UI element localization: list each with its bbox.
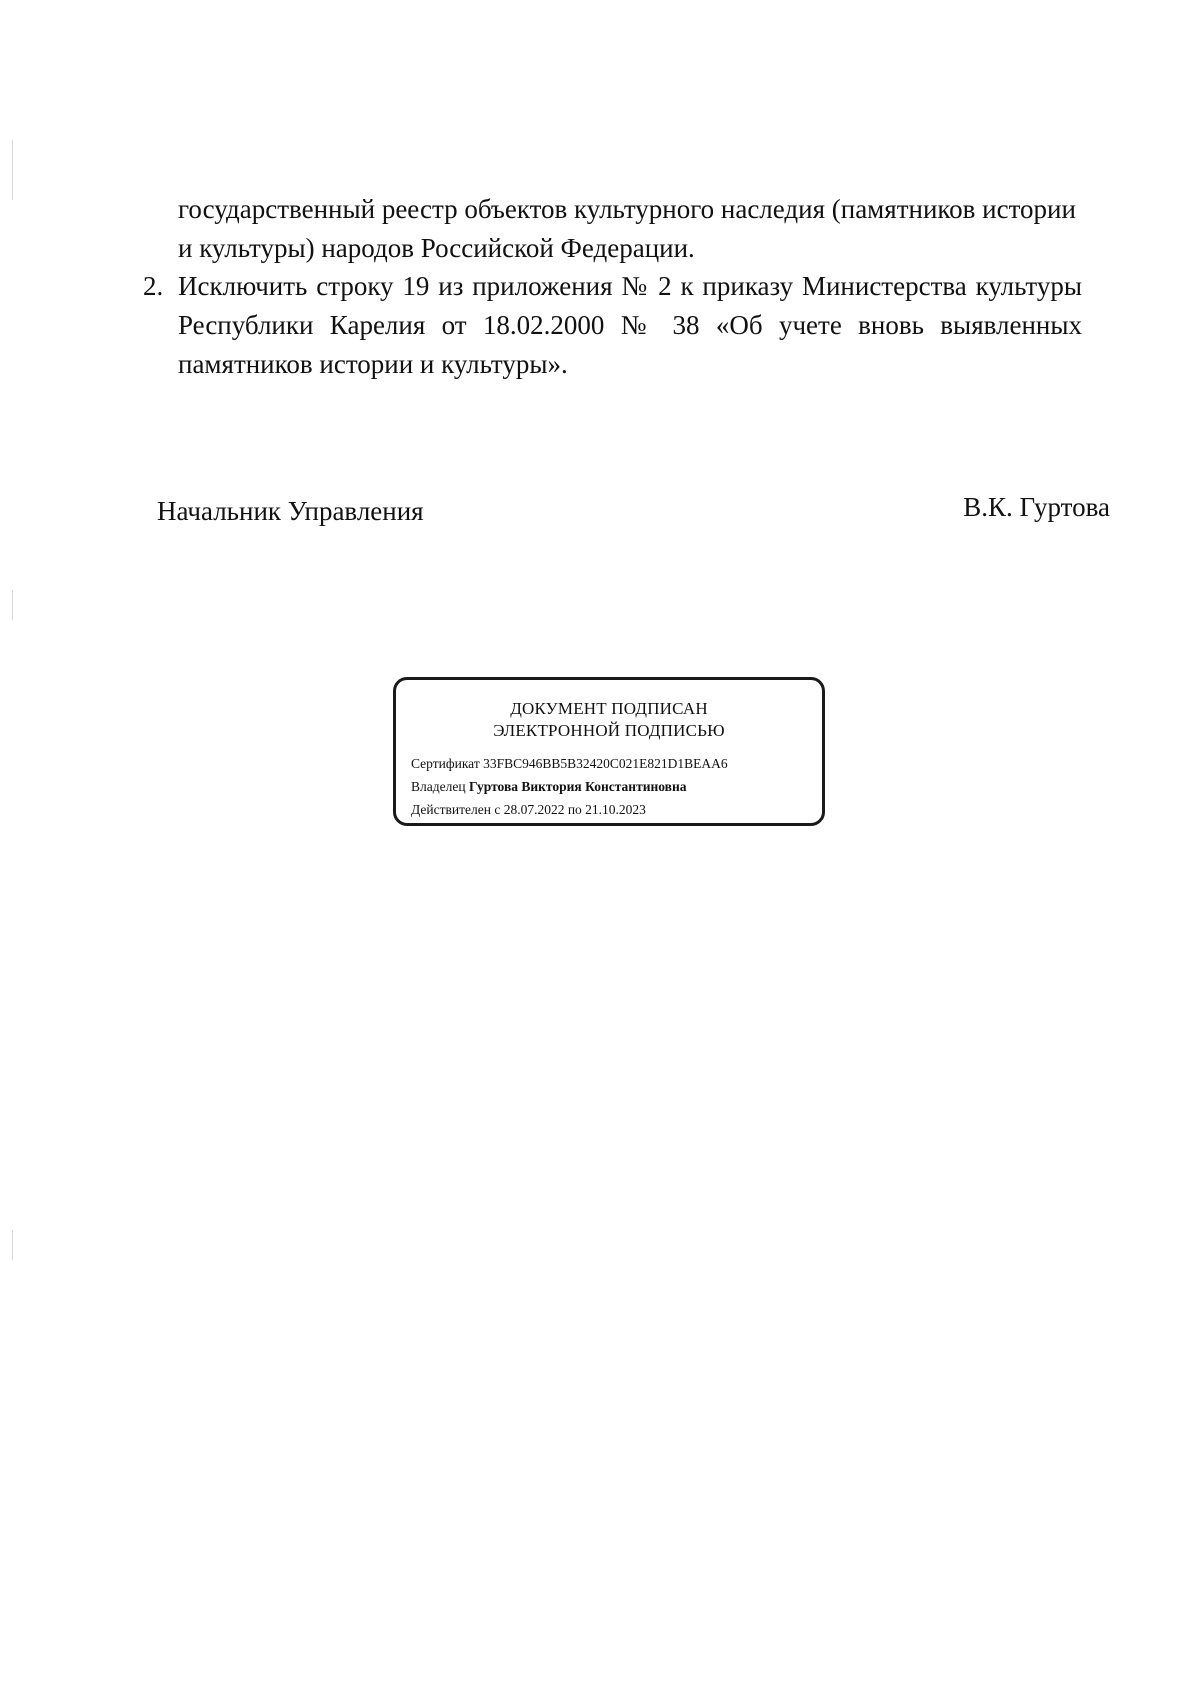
stamp-certificate [411,755,728,773]
signatory-name: В.К. Гуртова [963,492,1110,522]
validity-from: 28.07.2022 [503,802,565,817]
signatory-position: Начальник Управления [157,496,424,526]
scan-edge-mark [12,140,13,200]
validity-label: Действителен [411,802,491,817]
owner-label: Владелец [411,779,466,794]
electronic-signature-stamp [393,677,825,826]
stamp-owner [411,778,687,796]
stamp-heading-line1: ДОКУМЕНТ ПОДПИСАН [510,699,708,718]
validity-to-prefix: по [567,802,582,817]
stamp-validity [411,801,646,819]
scan-edge-mark [12,1230,13,1260]
owner-value: Гуртова Виктория Константиновна [468,779,687,794]
stamp-heading [396,698,822,742]
stamp-heading-line2: ЭЛЕКТРОННОЙ ПОДПИСЬЮ [493,721,725,740]
list-item-text: Исключить строку 19 из приложения № 2 к приказу Министерства культуры Республики Карелия от 18.02.2000 № 38 «Об учете вновь выявленных памятников истории и культуры». [178,271,1082,379]
certificate-label: Сертификат [411,756,480,771]
paragraph-continuation: государственный реестр объектов культурного наследия (памятников истории и культуры) народов Российской Федерации. [178,194,1076,263]
validity-to: 21.10.2023 [585,802,646,817]
list-item-number: 2. [143,271,164,301]
certificate-value: 33FBC946BB5B32420C021E821D1BEAA6 [483,756,728,771]
scan-edge-mark [12,590,13,620]
validity-from-prefix: с [494,802,501,817]
